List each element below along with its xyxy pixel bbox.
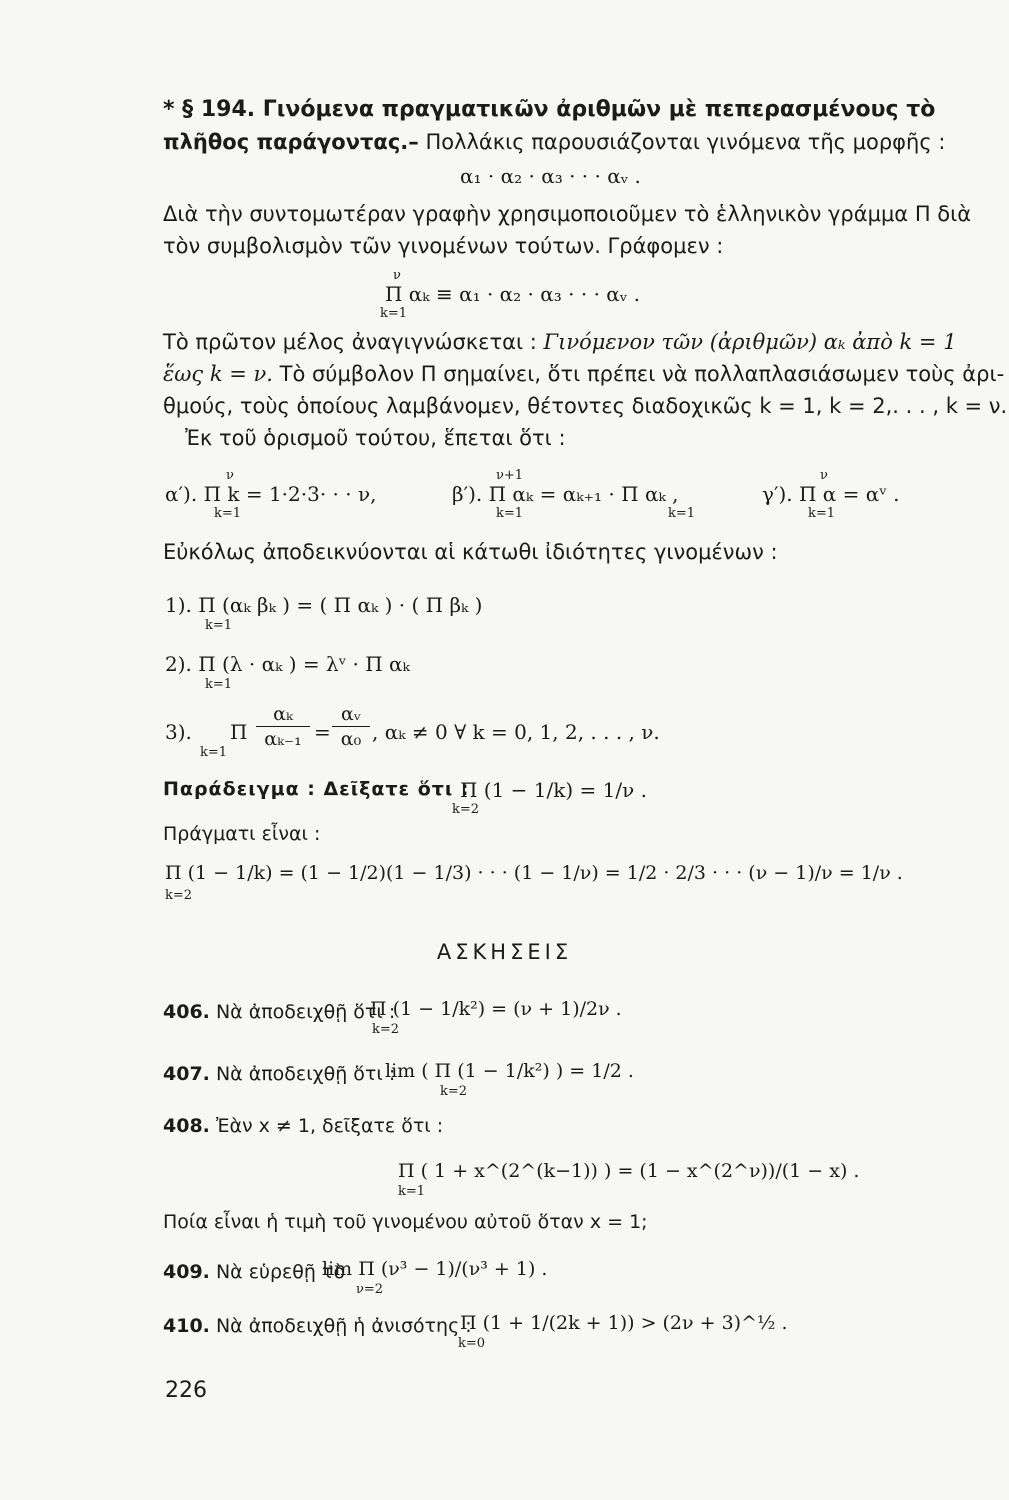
exercise-number: 410. xyxy=(163,1315,210,1337)
exercise-text: Νὰ ἀποδειχθῇ ἡ ἀνισότης : xyxy=(215,1315,472,1337)
fraction-bar xyxy=(332,726,370,727)
paragraph-3: Ἐκ τοῦ ὁρισμοῦ τούτου, ἕπεται ὅτι : xyxy=(185,426,566,450)
paragraph-2-italic: Γινόμενον τῶν (ἀριθμῶν) αₖ ἀπὸ k = 1 xyxy=(543,330,957,354)
exercise-text: Νὰ εὑρεθῇ τὸ xyxy=(215,1261,346,1283)
exercise-407-lower: k=2 xyxy=(440,1084,468,1099)
property-3-rhs-denominator: α₀ xyxy=(340,728,362,750)
example-proof: Π (1 − 1/k) = (1 − 1/2)(1 − 1/3) · · · (1 − 1/ν) = 1/2 · 2/3 · · · (ν − 1)/ν = 1/ν . xyxy=(165,862,903,884)
upper-limit: ν xyxy=(393,268,401,283)
exercise-410-lower: k=0 xyxy=(458,1336,486,1351)
exercise-407 xyxy=(163,1060,395,1088)
equals-sign: = xyxy=(314,720,331,744)
consequence-a: α′). Π k = 1·2·3· · · ν, xyxy=(165,482,377,506)
consequence-b: β′). Π αₖ = αₖ₊₁ · Π αₖ , xyxy=(452,482,679,506)
exercise-407-formula: lim ( Π (1 − 1/k²) ) = 1/2 . xyxy=(385,1060,634,1082)
section-heading-bold-part: πλῆθος παράγοντας.– xyxy=(163,130,419,154)
property-3-tail: , αₖ ≠ 0 ∀ k = 0, 1, 2, . . . , ν. xyxy=(372,720,660,744)
exercise-number: 409. xyxy=(163,1261,210,1283)
property-3-fraction xyxy=(256,703,310,750)
paragraph-2-line-1 xyxy=(163,328,957,356)
property-2: 2). Π (λ · αₖ ) = λᵛ · Π αₖ xyxy=(165,652,410,676)
example-proof-lower: k=2 xyxy=(165,888,193,903)
example-lower: k=2 xyxy=(452,802,480,817)
limit-c-upper: ν xyxy=(820,468,828,483)
exercise-number: 408. xyxy=(163,1115,210,1137)
page-number: 226 xyxy=(165,1378,207,1403)
limit-b-upper: ν+1 xyxy=(496,468,524,483)
exercise-text: Νὰ ἀποδειχθῇ ὅτι : xyxy=(215,1063,396,1085)
exercise-text: Ἐὰν x ≠ 1, δεῖξατε ὅτι : xyxy=(215,1115,444,1137)
property-3-lower: k=1 xyxy=(200,745,228,760)
exercise-number: 407. xyxy=(163,1063,210,1085)
property-1: 1). Π (αₖ βₖ ) = ( Π αₖ ) · ( Π βₖ ) xyxy=(165,593,483,617)
section-heading-line2 xyxy=(163,128,945,156)
exercise-408 xyxy=(163,1112,443,1140)
limit-c-lower: k=1 xyxy=(808,506,836,521)
property-3-denominator: αₖ₋₁ xyxy=(264,728,302,750)
property-3-rhs-numerator: αᵥ xyxy=(341,703,361,725)
example-label: Παράδειγμα : Δεῖξατε ὅτι : xyxy=(163,778,470,800)
indeed-label: Πράγματι εἶναι : xyxy=(163,823,321,845)
limit-a-lower: k=1 xyxy=(214,506,242,521)
exercise-406 xyxy=(163,998,395,1026)
property-3-rhs-fraction xyxy=(332,703,370,750)
property-2-lower: k=1 xyxy=(205,677,233,692)
product-form-formula: α₁ · α₂ · α₃ · · · αᵥ . xyxy=(460,164,641,188)
exercise-409-formula: lim Π (ν³ − 1)/(ν³ + 1) . xyxy=(322,1258,548,1280)
property-1-lower: k=1 xyxy=(205,618,233,633)
exercise-408-formula: Π ( 1 + x^(2^(k−1)) ) = (1 − x^(2^ν))/(1 − x) . xyxy=(398,1160,860,1182)
fraction-bar xyxy=(256,726,310,727)
question-408: Ποία εἶναι ἡ τιμὴ τοῦ γινομένου αὐτοῦ ὅταν x = 1; xyxy=(163,1211,648,1233)
exercise-409 xyxy=(163,1258,345,1286)
paragraph-1-line-1: Διὰ τὴν συντομωτέραν γραφὴν χρησιμοποιοῦμεν τὸ ἑλληνικὸν γράμμα Π διὰ xyxy=(163,202,972,226)
exercises-title: ΑΣΚΗΣΕΙΣ xyxy=(436,940,573,964)
consequence-c: γ′). Π α = αᵛ . xyxy=(762,482,900,506)
exercise-406-formula: Π (1 − 1/k²) = (ν + 1)/2ν . xyxy=(370,998,622,1020)
paragraph-2-line-2 xyxy=(163,360,1004,388)
exercise-410-formula: Π (1 + 1/(2k + 1)) > (2ν + 3)^½ . xyxy=(460,1312,788,1334)
limit-a-upper: ν xyxy=(226,468,234,483)
exercise-text: Νὰ ἀποδειχθῇ ὅτι : xyxy=(215,1001,396,1023)
property-3-pi: Π xyxy=(230,720,248,744)
definition-formula: Π αₖ ≡ α₁ · α₂ · α₃ · · · αᵥ . xyxy=(385,282,640,306)
paragraph-2-line-3: θμούς, τοὺς ὁποίους λαμβάνομεν, θέτοντες διαδοχικῶς k = 1, k = 2,. . . , k = ν. xyxy=(163,394,1008,418)
exercise-409-lower: ν=2 xyxy=(356,1282,384,1297)
exercise-408-lower: k=1 xyxy=(398,1184,426,1199)
property-3-label: 3). xyxy=(165,720,192,744)
paragraph-2-plain-2: Τὸ σύμβολον Π σημαίνει, ὅτι πρέπει νὰ πολλαπλασιάσωμεν τοὺς ἀρι- xyxy=(272,362,1005,386)
limit-b2-lower: k=1 xyxy=(668,506,696,521)
paragraph-1-line-2: τὸν συμβολισμὸν τῶν γινομένων τούτων. Γράφομεν : xyxy=(163,234,724,258)
exercise-410 xyxy=(163,1312,472,1340)
exercise-number: 406. xyxy=(163,1001,210,1023)
section-heading-rest: Πολλάκις παρουσιάζονται γινόμενα τῆς μορφῆς : xyxy=(418,130,946,154)
lower-limit: k=1 xyxy=(380,306,408,321)
property-3-numerator: αₖ xyxy=(273,703,293,725)
paragraph-4: Εὐκόλως ἀποδεικνύονται αἱ κάτωθι ἰδιότητες γινομένων : xyxy=(163,540,778,564)
paragraph-2-italic-2: ἕως k = ν. xyxy=(163,362,273,386)
limit-b-lower: k=1 xyxy=(496,506,524,521)
section-heading: * § 194. Γινόμενα πραγματικῶν ἀριθμῶν μὲ πεπερασμένους τὸ xyxy=(163,97,936,122)
exercise-406-lower: k=2 xyxy=(372,1022,400,1037)
example-formula: Π (1 − 1/k) = 1/ν . xyxy=(460,778,647,802)
paragraph-2-plain: Τὸ πρῶτον μέλος ἀναγιγνώσκεται : xyxy=(163,330,544,354)
